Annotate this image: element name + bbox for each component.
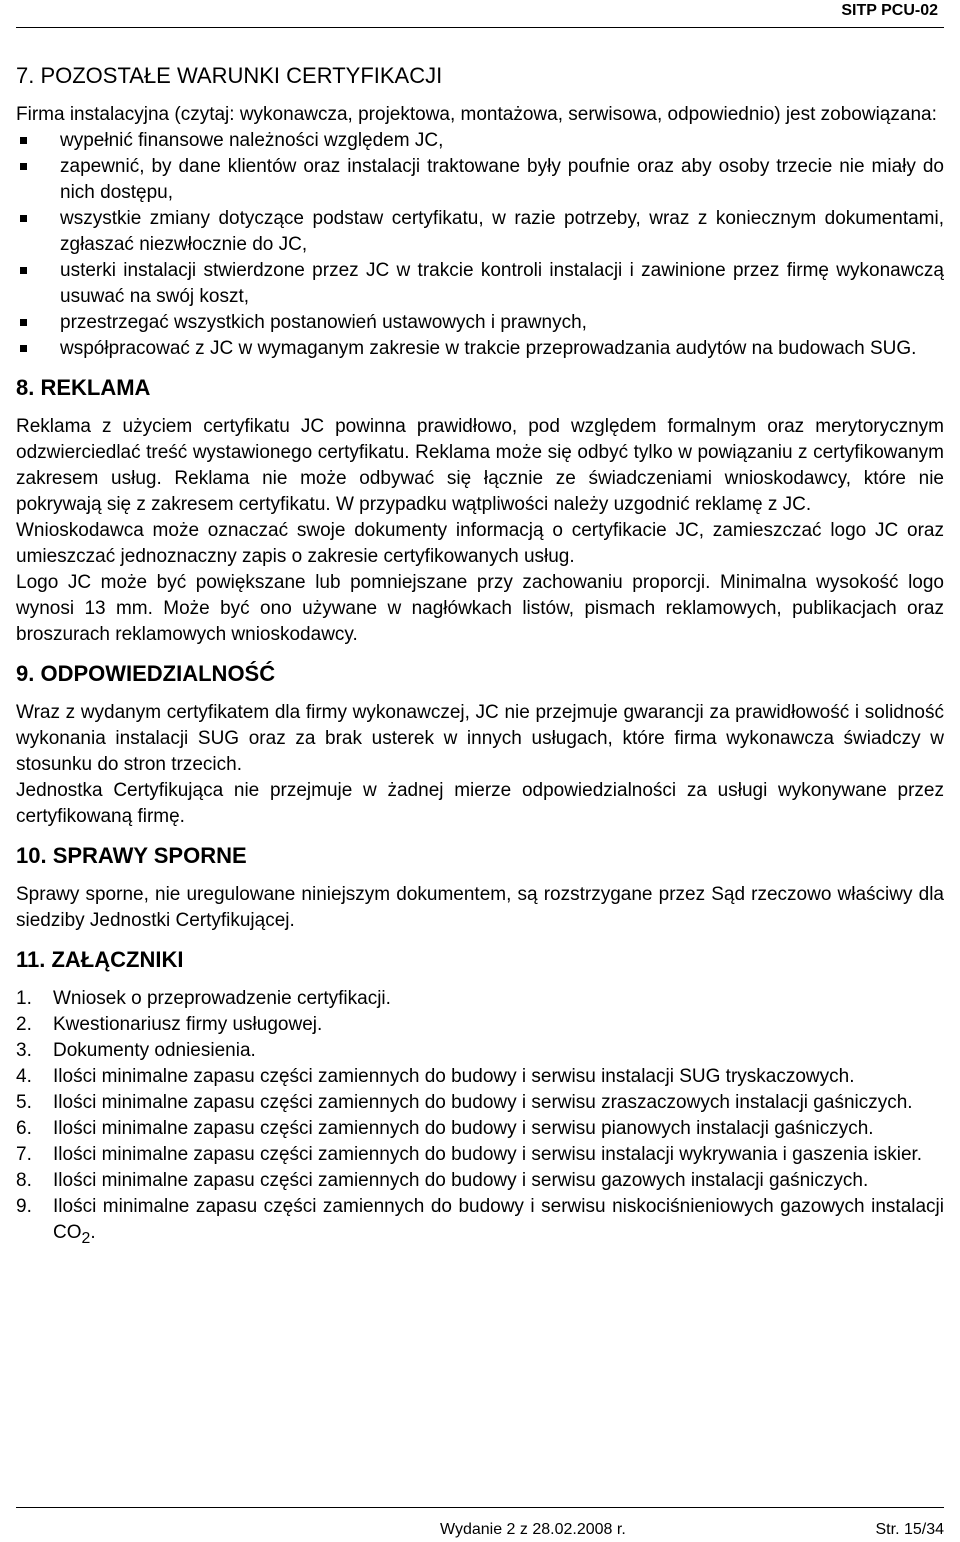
- section-8-title: 8. REKLAMA: [16, 375, 151, 400]
- item-text: Wniosek o przeprowadzenie certyfikacji.: [53, 988, 391, 1009]
- item-text: Ilości minimalne zapasu części zamiennych do budowy i serwisu instalacji wykrywania i gaszenia iskier.: [53, 1144, 923, 1165]
- item-number: 4.: [16, 1066, 32, 1087]
- item-number: 2.: [16, 1014, 32, 1035]
- page-number: Str. 15/34: [875, 1521, 944, 1538]
- obligations-list: [16, 128, 944, 362]
- item-text: Ilości minimalne zapasu części zamiennych do budowy i serwisu zraszaczowych instalacji gaśniczych.: [53, 1092, 913, 1113]
- edition-label: Wydanie 2 z 28.02.2008 r.: [440, 1521, 626, 1538]
- section-11-title: 11. ZAŁĄCZNIKI: [16, 947, 184, 972]
- section-9-title: 9. ODPOWIEDZIALNOŚĆ: [16, 661, 276, 686]
- item-text: Ilości minimalne zapasu części zamiennych do budowy i serwisu instalacji SUG tryskaczowych.: [53, 1066, 855, 1087]
- item-number: 1.: [16, 988, 32, 1009]
- item-number: 3.: [16, 1040, 32, 1061]
- section-7-intro: Firma instalacyjna (czytaj: wykonawcza, projektowa, montażowa, serwisowa, odpowiednio) jest zobowiązana:: [16, 104, 937, 125]
- item-text: Ilości minimalne zapasu części zamiennych do budowy i serwisu pianowych instalacji gaśniczych.: [53, 1118, 874, 1139]
- list-item: [16, 1116, 944, 1142]
- item-text: Kwestionariusz firmy usługowej.: [53, 1014, 323, 1035]
- header-rule: [16, 27, 944, 28]
- list-item: [16, 1038, 944, 1064]
- item-number: 5.: [16, 1092, 32, 1113]
- list-item: [16, 1168, 944, 1194]
- item-number: 8.: [16, 1170, 32, 1191]
- item-number: 6.: [16, 1118, 32, 1139]
- list-item: [16, 1090, 944, 1116]
- section-9-paragraph: Wraz z wydanym certyfikatem dla firmy wykonawczej, JC nie przejmuje gwarancji za prawidłowość i solidność wykonania instalacji SUG oraz za brak usterek w innych usługach, które firma wykonawcza świadczy w stosunku do stron trzecich.: [16, 702, 944, 775]
- list-item: [16, 986, 944, 1012]
- list-item: usterki instalacji stwierdzone przez JC w trakcie kontroli instalacji i zawinione przez firmę wykonawczą usuwać na swój koszt,: [16, 258, 944, 310]
- list-item: zapewnić, by dane klientów oraz instalacji traktowane były poufnie oraz aby osoby trzecie nie miały do nich dostępu,: [16, 154, 944, 206]
- list-item: [16, 1142, 944, 1168]
- section-8-paragraph: Reklama z użyciem certyfikatu JC powinna prawidłowo, pod względem formalnym oraz merytorycznym odzwierciedlać treść wystawionego certyfikatu. Reklama może się odbyć tylko w powiązaniu z certyfikowanym zakresem usług. Reklama nie może odbywać się łącznie ze świadczeniami wnioskodawcy, które nie pokrywają się z zakresem certyfikatu. W przypadku wątpliwości należy uzgodnić reklamę z JC.: [16, 416, 944, 515]
- item-text: Ilości minimalne zapasu części zamiennych do budowy i serwisu niskociśnieniowych gazowych instalacji CO: [53, 1196, 944, 1243]
- list-item: wypełnić finansowe należności względem JC,: [16, 128, 944, 154]
- list-item: [16, 1012, 944, 1038]
- list-item: przestrzegać wszystkich postanowień ustawowych i prawnych,: [16, 310, 944, 336]
- item-tail: .: [90, 1222, 96, 1243]
- item-number: 7.: [16, 1144, 32, 1165]
- list-item: [16, 1064, 944, 1090]
- item-number: 9.: [16, 1196, 32, 1217]
- section-10-title: 10. SPRAWY SPORNE: [16, 843, 247, 868]
- doc-code: SITP PCU-02: [841, 2, 938, 19]
- item-text: Ilości minimalne zapasu części zamiennych do budowy i serwisu gazowych instalacji gaśniczych.: [53, 1170, 869, 1191]
- item-text: Dokumenty odniesienia.: [53, 1040, 256, 1061]
- list-item: wszystkie zmiany dotyczące podstaw certyfikatu, w razie potrzeby, wraz z koniecznym dokumentami, zgłaszać niezwłocznie do JC,: [16, 206, 944, 258]
- section-8-paragraph: Wnioskodawca może oznaczać swoje dokumenty informacją o certyfikacie JC, zamieszczać logo JC oraz umieszczać jednoznaczny zapis o zakresie certyfikowanych usług.: [16, 520, 944, 567]
- attachments-list: [16, 986, 944, 1252]
- footer-rule: [16, 1507, 944, 1508]
- subscript-2: 2: [81, 1229, 91, 1247]
- section-9-paragraph: Jednostka Certyfikująca nie przejmuje w żadnej mierze odpowiedzialności za usługi wykonywane przez certyfikowaną firmę.: [16, 780, 944, 827]
- section-7-title: 7. POZOSTAŁE WARUNKI CERTYFIKACJI: [16, 63, 443, 88]
- section-10-paragraph: Sprawy sporne, nie uregulowane niniejszym dokumentem, są rozstrzygane przez Sąd rzeczowo właściwy dla siedziby Jednostki Certyfikującej.: [16, 884, 944, 931]
- list-item: [16, 1194, 944, 1252]
- section-8-paragraph: Logo JC może być powiększane lub pomniejszane przy zachowaniu proporcji. Minimalna wysokość logo wynosi 13 mm. Może być ono używane w nagłówkach listów, pismach reklamowych, publikacjach oraz broszurach reklamowych wnioskodawcy.: [16, 572, 944, 645]
- page-content: [16, 62, 944, 1252]
- list-item: współpracować z JC w wymaganym zakresie w trakcie przeprowadzania audytów na budowach SUG.: [16, 336, 944, 362]
